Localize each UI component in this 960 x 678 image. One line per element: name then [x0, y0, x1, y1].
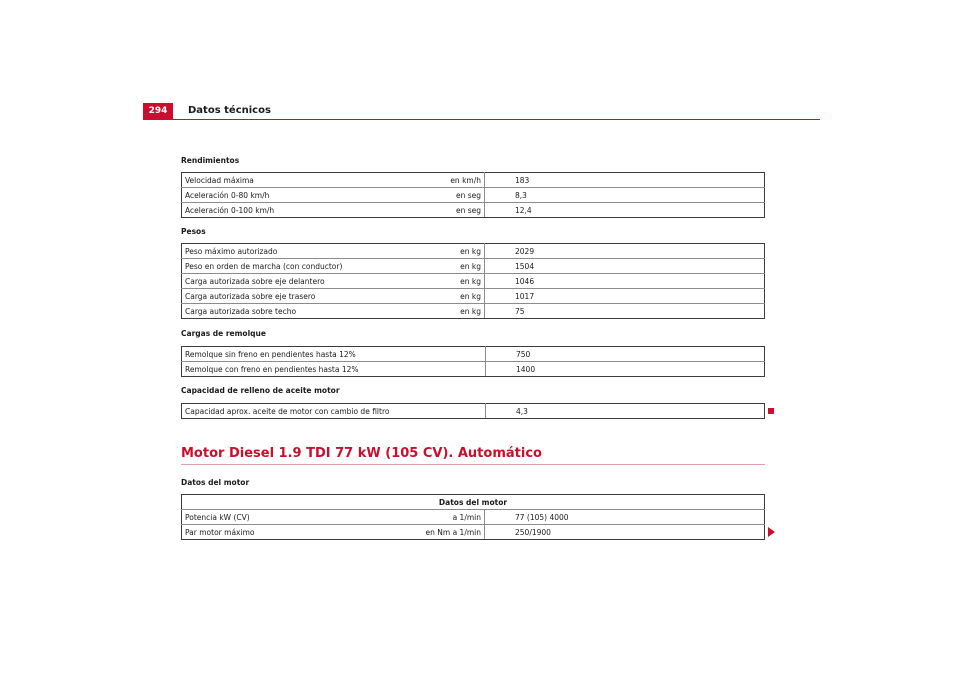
table-row	[182, 289, 765, 304]
row-label: Par motor máximo	[182, 525, 419, 540]
table-row	[182, 203, 765, 218]
row-value: 4,3	[486, 404, 765, 419]
section-title-motor: Datos del motor	[181, 478, 250, 487]
section-title-pesos: Pesos	[181, 227, 206, 236]
section-title-rendimientos: Rendimientos	[181, 156, 240, 165]
row-unit: en Nm a 1/min	[418, 525, 485, 540]
table-remolque	[181, 346, 765, 377]
table-row	[182, 404, 765, 419]
motor-heading: Motor Diesel 1.9 TDI 77 kW (105 CV). Automático	[181, 446, 765, 465]
table-row	[182, 173, 765, 188]
row-label: Peso en orden de marcha (con conductor)	[182, 259, 419, 274]
table-header: Datos del motor	[182, 495, 765, 510]
row-label: Remolque con freno en pendientes hasta 12%	[182, 362, 486, 377]
row-unit: en kg	[418, 304, 485, 319]
table-motor	[181, 494, 765, 540]
row-value: 75	[485, 304, 765, 319]
row-value: 1017	[485, 289, 765, 304]
row-unit: a 1/min	[418, 510, 485, 525]
page-header	[143, 103, 820, 120]
table-row	[182, 362, 765, 377]
row-value: 183	[485, 173, 765, 188]
row-value: 77 (105) 4000	[485, 510, 765, 525]
row-unit: en kg	[418, 274, 485, 289]
table-row	[182, 259, 765, 274]
row-label: Velocidad máxima	[182, 173, 419, 188]
row-label: Remolque sin freno en pendientes hasta 12%	[182, 347, 486, 362]
row-value: 1400	[486, 362, 765, 377]
table-row	[182, 188, 765, 203]
table-row	[182, 274, 765, 289]
row-unit: en km/h	[418, 173, 485, 188]
end-of-section-square-icon	[768, 408, 774, 414]
section-title-aceite: Capacidad de relleno de aceite motor	[181, 386, 340, 395]
table-header-row	[182, 495, 765, 510]
row-unit: en kg	[418, 259, 485, 274]
section-title-remolque: Cargas de remolque	[181, 329, 266, 338]
table-aceite	[181, 403, 765, 419]
row-value: 8,3	[485, 188, 765, 203]
table-pesos	[181, 243, 765, 319]
row-unit: en seg	[418, 188, 485, 203]
table-rendimientos	[181, 172, 765, 218]
table-row	[182, 347, 765, 362]
table-row	[182, 304, 765, 319]
row-unit: en seg	[418, 203, 485, 218]
row-label: Carga autorizada sobre techo	[182, 304, 419, 319]
row-value: 12,4	[485, 203, 765, 218]
row-unit: en kg	[418, 244, 485, 259]
row-label: Potencia kW (CV)	[182, 510, 419, 525]
header-title: Datos técnicos	[188, 105, 271, 116]
continue-arrow-icon	[768, 527, 775, 537]
row-value: 2029	[485, 244, 765, 259]
table-row	[182, 510, 765, 525]
row-label: Carga autorizada sobre eje trasero	[182, 289, 419, 304]
row-label: Aceleración 0-100 km/h	[182, 203, 419, 218]
table-row	[182, 244, 765, 259]
row-value: 1504	[485, 259, 765, 274]
row-label: Carga autorizada sobre eje delantero	[182, 274, 419, 289]
row-value: 1046	[485, 274, 765, 289]
table-row	[182, 525, 765, 540]
page-number: 294	[143, 103, 173, 119]
row-unit: en kg	[418, 289, 485, 304]
row-label: Peso máximo autorizado	[182, 244, 419, 259]
row-label: Capacidad aprox. aceite de motor con cambio de filtro	[182, 404, 486, 419]
row-value: 750	[486, 347, 765, 362]
row-value: 250/1900	[485, 525, 765, 540]
row-label: Aceleración 0-80 km/h	[182, 188, 419, 203]
